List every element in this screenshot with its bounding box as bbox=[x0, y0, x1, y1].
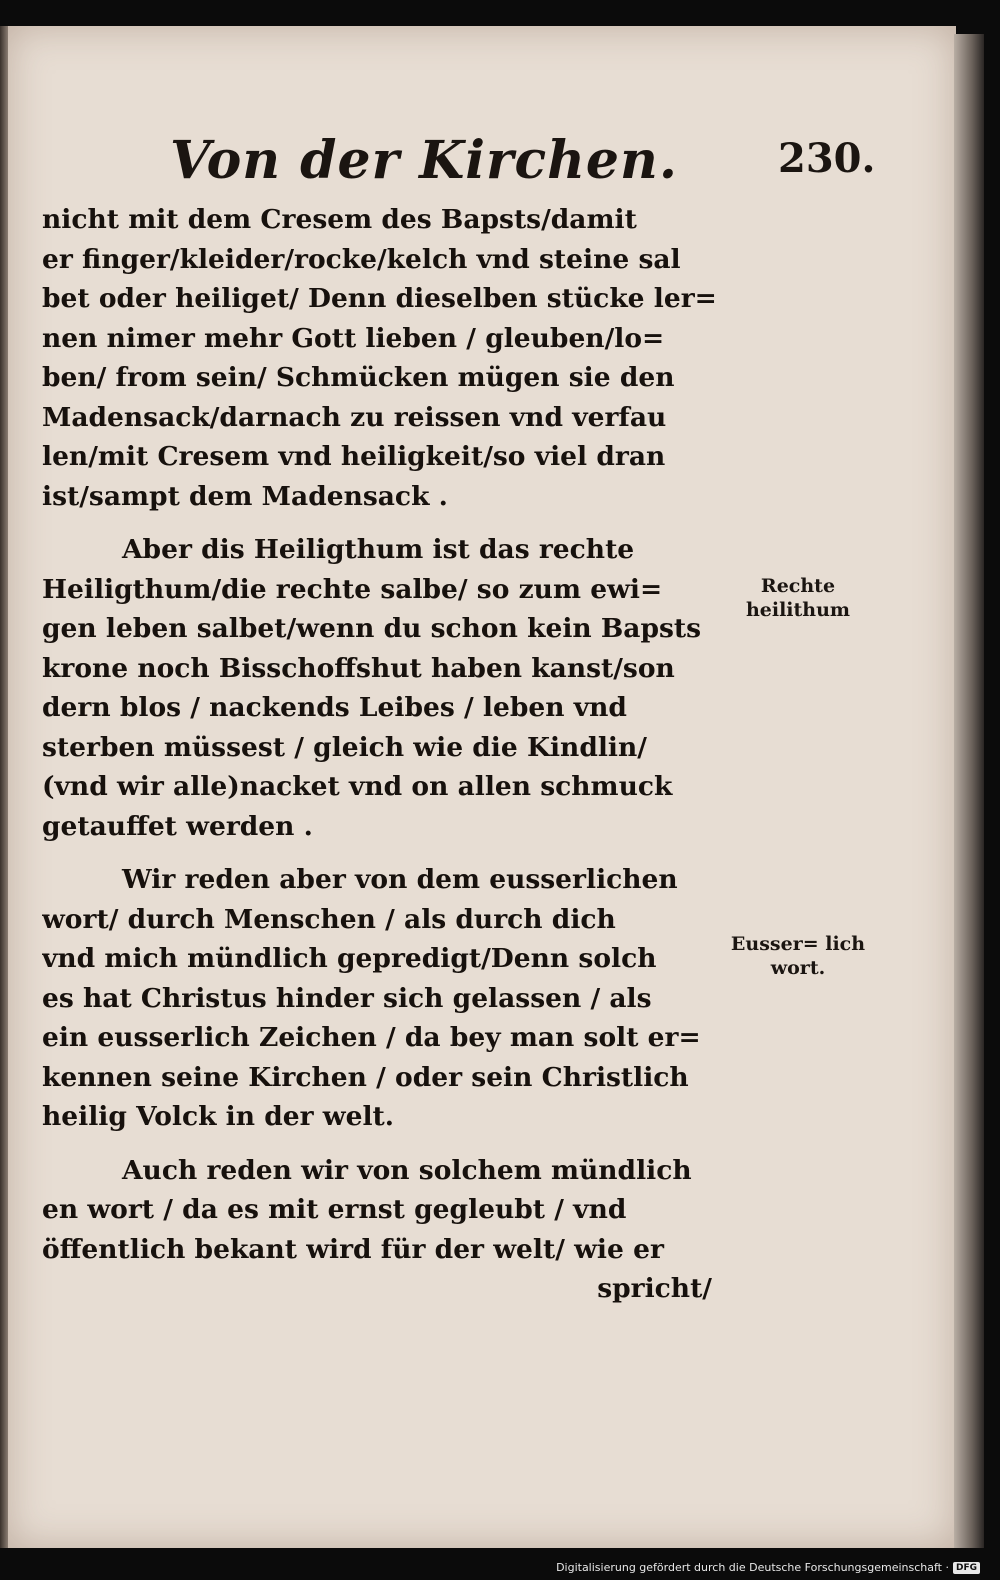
credit-text: Digitalisierung gefördert durch die Deutsche Forschungsgemeinschaft · bbox=[556, 1561, 949, 1574]
text-line: nen nimer mehr Gott lieben / gleuben/lo= bbox=[42, 322, 665, 354]
main-text-block bbox=[42, 200, 722, 1309]
text-line: es hat Christus hinder sich gelassen / als bbox=[42, 982, 652, 1014]
text-line: gen leben salbet/wenn du schon kein Bapsts bbox=[42, 613, 702, 644]
dfg-logo-icon: DFG bbox=[953, 1562, 980, 1574]
text-line: sterben müssest / gleich wie die Kindlin/ bbox=[42, 731, 647, 763]
paragraph-1 bbox=[42, 200, 722, 516]
text-line: getauffet werden . bbox=[42, 810, 313, 842]
text-line: heilig Volck in der welt. bbox=[42, 1101, 395, 1132]
paragraph-2 bbox=[42, 530, 722, 846]
paragraph-4 bbox=[42, 1151, 722, 1309]
text-line: kennen seine Kirchen / oder sein Christlich bbox=[42, 1061, 689, 1093]
running-header: Von der Kirchen. bbox=[170, 130, 678, 191]
text-line: Aber dis Heiligthum ist das rechte bbox=[122, 534, 635, 565]
margin-note-eusserlich-wort: Eusser= lich wort. bbox=[730, 933, 866, 979]
text-line: wort/ durch Menschen / als durch dich bbox=[42, 903, 616, 935]
text-line: Heiligthum/die rechte salbe/ so zum ewi= bbox=[42, 573, 663, 605]
text-line: vnd mich mündlich gepredigt/Denn solch bbox=[42, 943, 657, 974]
text-line: dern blos / nackends Leibes / leben vnd bbox=[42, 692, 627, 723]
digitization-credit bbox=[556, 1561, 980, 1574]
text-line: Auch reden wir von solchem mündlich bbox=[122, 1154, 692, 1186]
text-line: er finger/kleider/rocke/kelch vnd steine sal bbox=[42, 243, 681, 275]
text-line: (vnd wir alle)nacket vnd on allen schmuck bbox=[42, 771, 673, 802]
text-line: len/mit Cresem vnd heiligkeit/so viel dran bbox=[42, 441, 666, 472]
text-line: ben/ from sein/ Schmücken mügen sie den bbox=[42, 362, 675, 393]
text-line: ein eusserlich Zeichen / da bey man solt er= bbox=[42, 1022, 701, 1053]
text-line: Wir reden aber von dem eusserlichen bbox=[122, 864, 678, 895]
catchword: spricht/ bbox=[597, 1273, 712, 1304]
text-line: öffentlich bekant wird für der welt/ wie er bbox=[42, 1233, 664, 1265]
paragraph-3 bbox=[42, 860, 722, 1137]
margin-note-rechte-heilithum: Rechte heilithum bbox=[745, 575, 851, 621]
page-edge bbox=[954, 34, 984, 1548]
text-line: nicht mit dem Cresem des Bapsts/damit bbox=[42, 204, 637, 235]
text-line: Madensack/darnach zu reissen vnd verfau bbox=[42, 401, 667, 433]
text-line: bet oder heiliget/ Denn dieselben stücke ler= bbox=[42, 283, 717, 314]
text-line: en wort / da es mit ernst gegleubt / vnd bbox=[42, 1194, 627, 1225]
folio-number: 230. bbox=[778, 135, 876, 182]
text-line: krone noch Bisschoffshut haben kanst/son bbox=[42, 652, 675, 684]
text-line: ist/sampt dem Madensack . bbox=[42, 480, 448, 512]
